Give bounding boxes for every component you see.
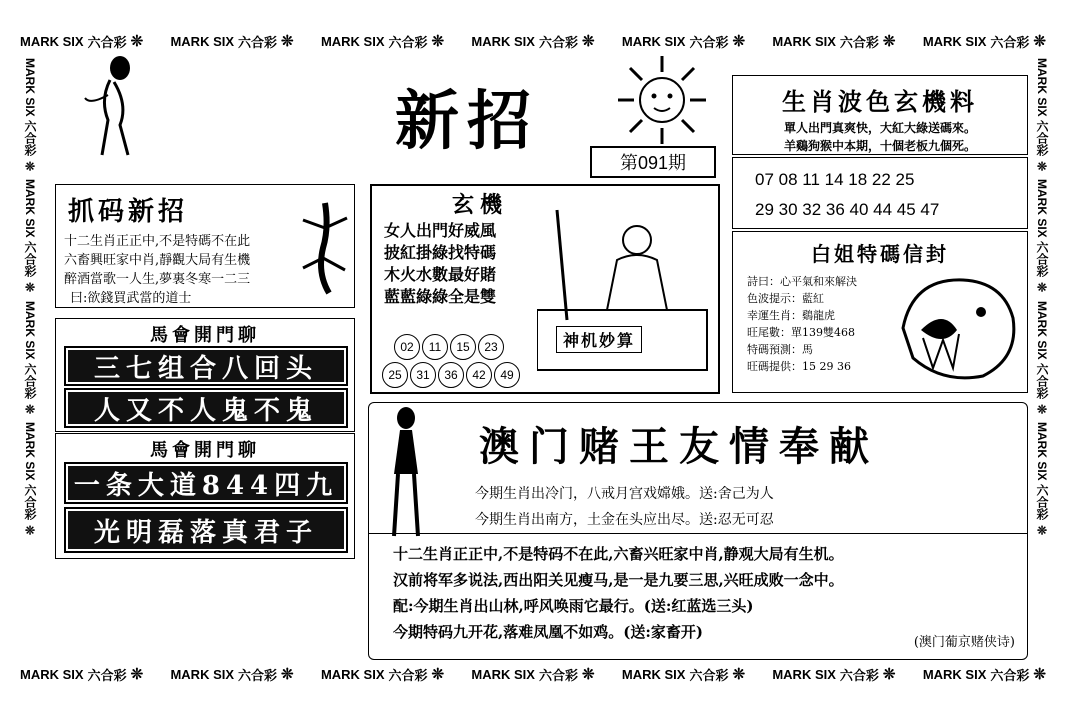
brand-mark: MARK SIX 六合彩 ❊ <box>1035 58 1049 174</box>
mark-text: MARK SIX <box>922 33 987 49</box>
number-ball: 31 <box>410 362 436 388</box>
star-icon: ❊ <box>130 666 144 683</box>
number-ball: 25 <box>382 362 408 388</box>
lizard-icon <box>295 198 355 298</box>
brand-mark <box>321 665 444 684</box>
mark-text: MARK SIX <box>621 33 686 49</box>
brand-cn-text: 六合彩 <box>87 667 127 683</box>
catch-title: 抓码新招 <box>68 197 189 227</box>
star-icon: ❊ <box>732 666 746 683</box>
brand-cn-text: 六合彩 <box>388 667 428 683</box>
catch-line: 曰:欲錢買武當的道士 <box>70 291 192 306</box>
brand-cn-text: 六合彩 <box>839 667 879 683</box>
brand-mark <box>20 665 143 684</box>
catch-line: 醉酒當歌一人生,夢裏冬寒一二三 <box>64 272 251 287</box>
brand-cn-text: 六合彩 <box>238 667 278 683</box>
star-icon: ❊ <box>1033 33 1046 50</box>
bottom-line: 十二生肖正正中,不是特码不在此,六畜兴旺家中肖,静观大局有生机。 <box>393 545 844 563</box>
mark-text: MARK SIX <box>471 33 535 49</box>
xuanji-line: 女人出門好威風 <box>384 221 497 240</box>
star-icon: ❊ <box>882 33 896 50</box>
mark-text: MARK SIX <box>320 33 385 49</box>
number-ball: 02 <box>394 334 420 360</box>
brand-mark <box>20 32 143 51</box>
slogan-bar: 三七组合八回头 <box>64 346 348 386</box>
brand-mark: MARK SIX 六合彩 ❊ <box>23 422 37 538</box>
envelope-key: 幸運生肖： <box>747 309 802 322</box>
number-ball: 11 <box>422 334 448 360</box>
envelope-key: 特碼預測： <box>747 343 802 356</box>
star-icon: ❊ <box>281 33 294 50</box>
brand-mark <box>471 665 594 684</box>
sun-icon <box>614 52 710 148</box>
mark-text: MARK SIX <box>471 666 535 682</box>
star-icon: ❊ <box>1033 666 1046 683</box>
number-ball: 49 <box>494 362 520 388</box>
brand-mark <box>772 665 895 684</box>
mark-text: MARK SIX <box>20 666 84 682</box>
number-ball: 23 <box>478 334 504 360</box>
star-icon: ❊ <box>732 33 746 50</box>
envelope-value: 藍紅 <box>802 292 824 305</box>
brand-mark <box>772 32 895 51</box>
numbers-box <box>732 157 1028 229</box>
envelope-box <box>732 231 1028 393</box>
slogan-bar: 一条大道844四九 <box>64 462 348 504</box>
mark-text: MARK SIX <box>320 666 385 682</box>
brand-mark: MARK SIX 六合彩 ❊ <box>1035 179 1049 295</box>
scroll-text: 神机妙算 <box>556 326 642 353</box>
xuanji-box <box>370 184 720 394</box>
bottom-line: 今期特码九开花,落难凤凰不如鸡。(送:家畜开) <box>393 623 703 641</box>
brand-cn-text: 六合彩 <box>538 34 578 50</box>
brand-cn-text: 六合彩 <box>990 667 1030 683</box>
mark-text: MARK SIX <box>170 33 235 49</box>
issue-number: 第091期 <box>590 146 716 178</box>
gift-line: 今期生肖出冷门，八戒月宫戏嫦娥。送:舍己为人 <box>475 486 774 502</box>
number-ball: 15 <box>450 334 476 360</box>
brand-cn-text: 六合彩 <box>87 34 127 50</box>
numbers-row-2: 29 30 32 36 40 44 45 47 <box>755 200 940 219</box>
number-ball: 42 <box>466 362 492 388</box>
right-border <box>1034 58 1062 658</box>
gift-title: 澳门赌王友情奉献 <box>479 423 879 470</box>
brand-mark <box>170 32 293 51</box>
mark-text: MARK SIX <box>621 666 686 682</box>
bottom-border <box>20 661 1060 687</box>
sage-illustration <box>537 200 713 386</box>
mark-text: MARK SIX <box>772 33 836 49</box>
gift-box <box>368 402 1028 660</box>
star-icon: ❊ <box>882 666 896 683</box>
mark-text: MARK SIX <box>170 666 235 682</box>
brand-cn-text: 六合彩 <box>388 34 428 50</box>
horse-title: 馬會開門聊 <box>150 440 260 461</box>
star-icon: ❊ <box>431 666 445 683</box>
envelope-value: 鷄龍虎 <box>802 309 835 322</box>
brand-mark <box>923 665 1046 684</box>
brand-mark <box>923 32 1046 51</box>
slogan-bar: 光明磊落真君子 <box>64 507 348 553</box>
catch-line: 十二生肖正正中,不是特碼不在此 <box>64 234 251 249</box>
mark-text: MARK SIX <box>20 33 84 49</box>
brand-cn-text: 六合彩 <box>538 667 578 683</box>
brand-mark: MARK SIX 六合彩 ❊ <box>23 179 37 295</box>
star-icon: ❊ <box>281 666 294 683</box>
signature: (澳门葡京赌侠诗) <box>913 635 1015 650</box>
horse-title: 馬會開門聊 <box>150 325 260 346</box>
envelope-value: 馬 <box>802 343 813 356</box>
brand-mark <box>170 665 293 684</box>
brand-cn-text: 六合彩 <box>839 34 879 50</box>
star-icon: ❊ <box>581 666 595 683</box>
envelope-key: 色波提示： <box>747 292 802 305</box>
envelope-key: 旺尾數： <box>747 326 791 339</box>
brand-mark <box>622 665 745 684</box>
numbers-row-1: 07 08 11 14 18 22 25 <box>755 170 915 189</box>
xuanji-line: 木火水數最好賭 <box>384 265 497 284</box>
gift-line: 今期生肖出南方，土金在头应出尽。送:忍无可忍 <box>475 512 774 528</box>
slogan-bar: 人又不人鬼不鬼 <box>64 388 348 428</box>
envelope-key: 旺碼提供： <box>747 360 802 373</box>
number-ball: 36 <box>438 362 464 388</box>
brand-mark: MARK SIX 六合彩 ❊ <box>23 300 37 417</box>
envelope-key: 詩曰： <box>747 275 780 288</box>
tiger-icon <box>893 268 1021 386</box>
mark-text: MARK SIX <box>922 666 987 682</box>
star-icon: ❊ <box>130 33 144 50</box>
mark-text: MARK SIX <box>772 666 836 682</box>
bottom-line: 汉前将军多说法,西出阳关见瘦马,是一是九要三思,兴旺成败一念中。 <box>393 571 844 589</box>
brand-mark <box>471 32 594 51</box>
xuanji-line: 披紅掛綠找特碼 <box>384 243 497 262</box>
brand-mark <box>622 32 745 51</box>
shengxiao-title: 生肖波色玄機料 <box>782 87 978 116</box>
brand-cn-text: 六合彩 <box>689 34 729 50</box>
brand-mark: MARK SIX 六合彩 ❊ <box>1035 300 1049 417</box>
brand-mark <box>321 32 444 51</box>
shengxiao-box <box>732 75 1028 155</box>
brand-cn-text: 六合彩 <box>238 34 278 50</box>
shengxiao-line: 單人出門真爽快，大紅大綠送碼來。 <box>783 121 976 135</box>
woman-illustration <box>80 50 150 160</box>
envelope-value: 單139雙468 <box>791 326 855 339</box>
envelope-value: 心平氣和來解決 <box>780 275 857 288</box>
envelope-title: 白姐特碼信封 <box>811 242 949 266</box>
xuanji-line: 藍藍綠綠全是雙 <box>384 287 497 306</box>
xuanji-title: 玄機 <box>452 192 509 218</box>
envelope-value: 15 29 36 <box>802 360 851 373</box>
star-icon: ❊ <box>431 33 445 50</box>
left-border <box>22 58 50 658</box>
brand-cn-text: 六合彩 <box>689 667 729 683</box>
star-icon: ❊ <box>581 33 595 50</box>
brand-mark: MARK SIX 六合彩 ❊ <box>1035 422 1049 538</box>
woman-illustration <box>380 404 440 544</box>
brand-mark: MARK SIX 六合彩 ❊ <box>23 58 37 174</box>
catch-line: 六畜興旺家中肖,靜觀大局有生機 <box>64 253 251 268</box>
bottom-line: 配:今期生肖出山林,呼风唤雨它最行。(送:红蓝选三头) <box>393 597 754 615</box>
shengxiao-line: 羊鷄狗猴中本期，十個老板九個死。 <box>783 139 976 153</box>
page-title: 新招 <box>395 84 539 159</box>
top-border <box>20 28 1060 54</box>
brand-cn-text: 六合彩 <box>990 34 1030 50</box>
